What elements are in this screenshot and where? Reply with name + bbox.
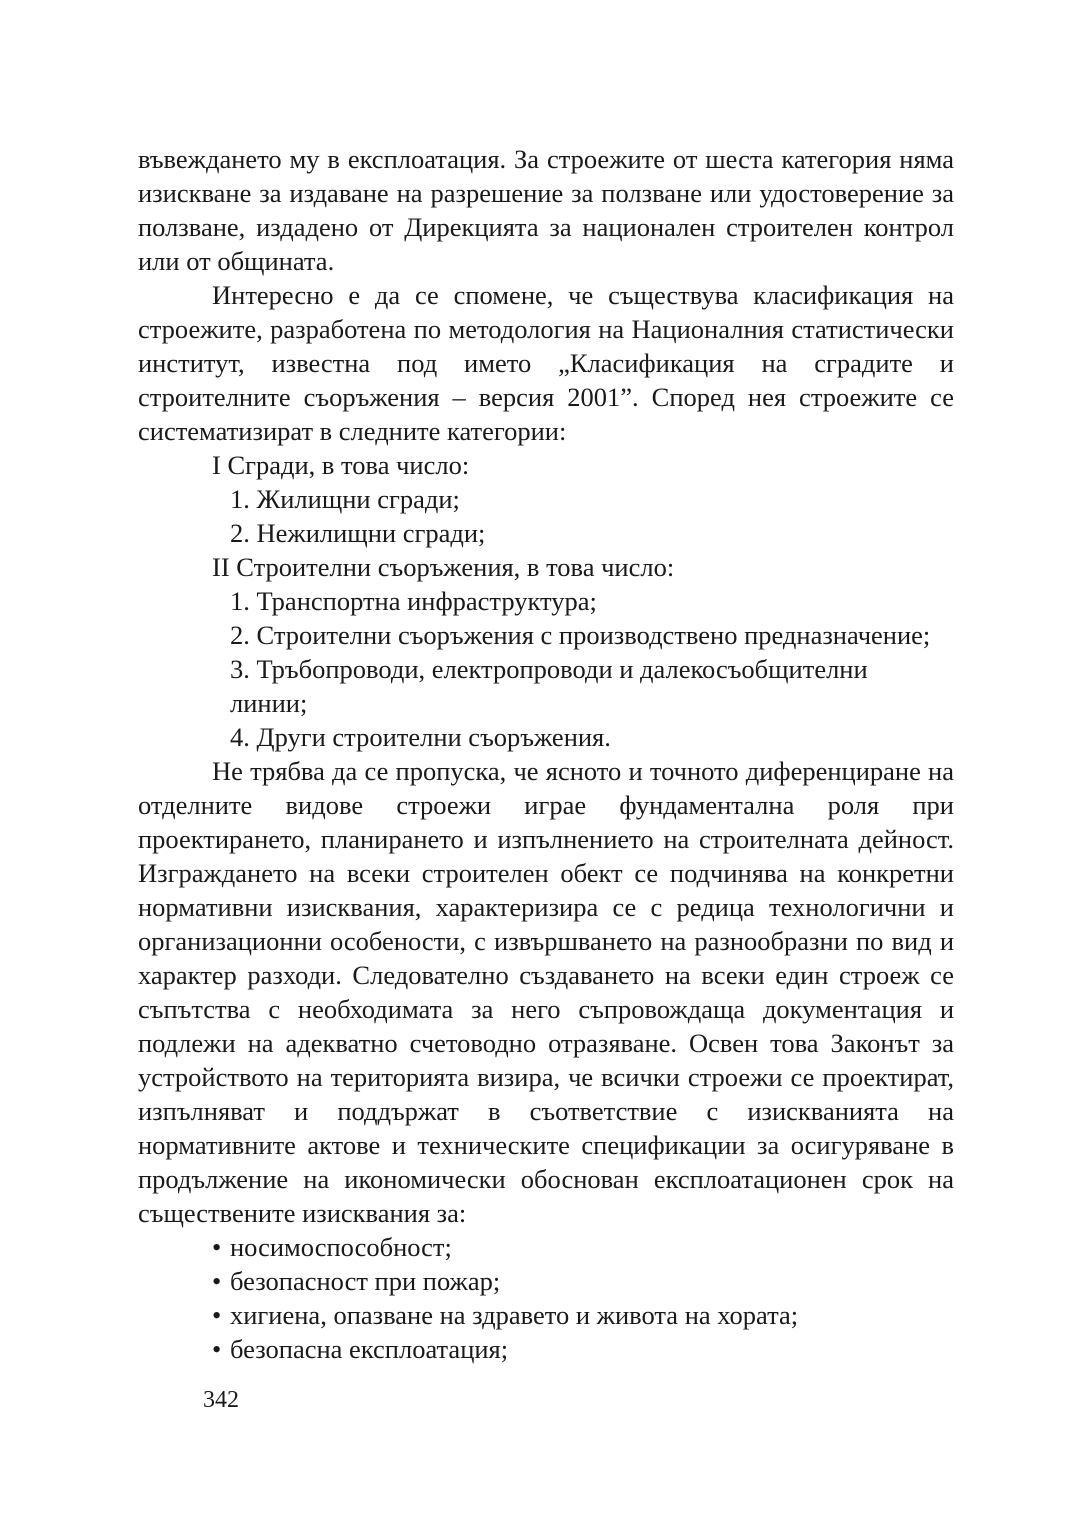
category-item: 4. Други строителни съоръжения. (230, 722, 611, 752)
category-item-text: 3. Тръбопроводи, електропроводи и далекосъобщителни линии; (230, 654, 868, 718)
bullet-marker: • (212, 1266, 222, 1296)
requirement-text: хигиена, опазване на здравето и живота на хората; (230, 1300, 799, 1330)
paragraph-classification-intro: Интересно е да се спомене, че съществува класификация на строежите, разработена по методология на Националния статистически институт, известна под името „Класификация на сградите и строителните съоръжения – версия 2001”. Според нея строежите се систематизират в следните категории: (138, 280, 954, 446)
classification-list (138, 448, 954, 754)
bullet-marker: • (212, 1300, 222, 1330)
category-item: 1. Транспортна инфраструктура; (230, 586, 597, 616)
paragraph-differentiation: Не трябва да се пропуска, че ясното и точното диференциране на отделните видове строежи играе фундаментална роля при проектирането, планирането и изпълнението на строителната дейност. Изграждането на всеки строителен обект се подчинява на конкретни нормативни изисквания, характеризира се с редица технологични и организационни особености, с извършването на разнообразни по вид и характер разходи. Следователно създаването на всеки един строеж се съпътства с необходимата за него съпровождаща документация и подлежи на адекватно счетоводно отразяване. Освен това Законът за устройството на територията визира, че всички строежи се проектират, изпълняват и поддържат в съответствие с изискванията на нормативните актове и техническите спецификации за осигуряване в продължение на икономически обоснован експлоатационен срок на съществените изисквания за: (138, 756, 954, 1228)
paragraph-continuation: въвеждането му в експлоатация. За строежите от шеста категория няма изискване за издаване на разрешение за ползване или удостоверение за ползване, издадено от Дирекцията за национален строителен контрол или от общината. (138, 144, 954, 276)
requirement-item (138, 1298, 954, 1332)
requirement-item (138, 1230, 954, 1264)
page-number: 342 (203, 1387, 239, 1413)
category-item: 1. Жилищни сгради; (230, 484, 460, 514)
category-item: 2. Нежилищни сгради; (230, 518, 486, 548)
bullet-marker: • (212, 1232, 222, 1262)
requirement-item (138, 1264, 954, 1298)
category-item (138, 652, 954, 720)
requirement-item (138, 1332, 954, 1366)
category-structures: II Строителни съоръжения, в това число: (212, 552, 675, 582)
category-item: 2. Строителни съоръжения с производствено предназначение; (230, 620, 931, 650)
bullet-marker: • (212, 1334, 222, 1364)
requirement-text: безопасна експлоатация; (230, 1334, 509, 1364)
category-buildings: I Сгради, в това число: (212, 450, 470, 480)
body-text (138, 142, 954, 1366)
requirement-text: безопасност при пожар; (230, 1266, 501, 1296)
requirement-text: носимоспособност; (230, 1232, 452, 1262)
requirements-list (138, 1230, 954, 1366)
